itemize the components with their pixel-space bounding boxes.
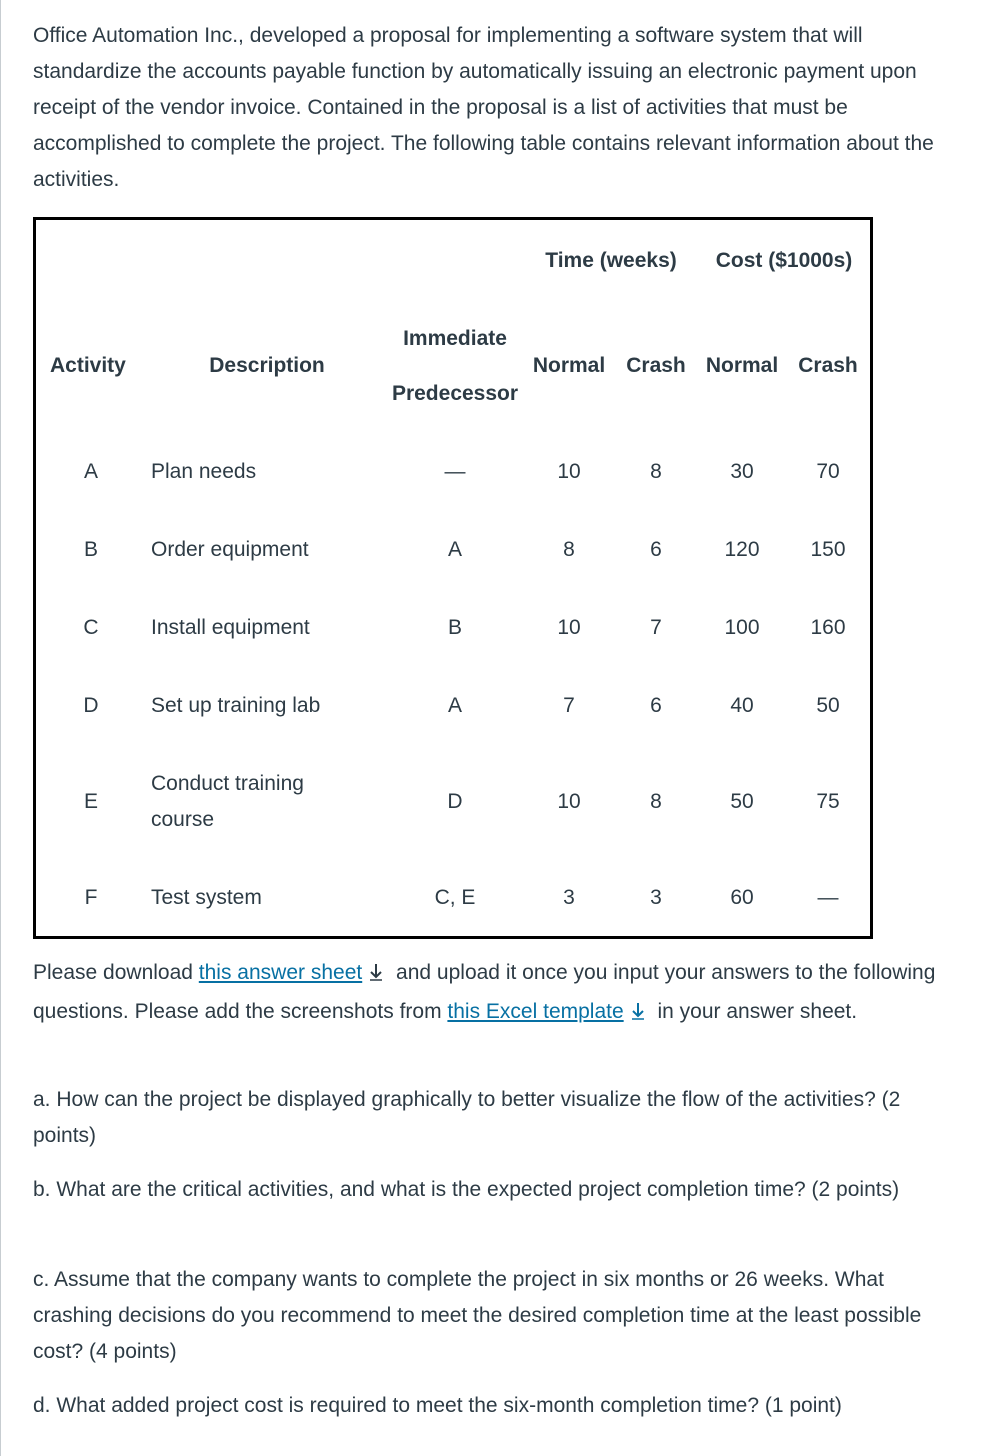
- header-time-crash: Crash: [626, 354, 686, 377]
- header-cost-crash: Crash: [798, 354, 858, 377]
- table-cell-predecessor: A: [447, 694, 463, 717]
- table-cell-cost-normal: 120: [724, 538, 760, 561]
- table-cell-time-crash: 7: [650, 616, 662, 639]
- table-cell-description-line2: course: [151, 808, 215, 831]
- table-cell-predecessor: D: [447, 790, 463, 813]
- table-cell-cost-normal: 100: [724, 616, 760, 639]
- table-cell-cost-crash: 160: [810, 616, 846, 639]
- table-cell-cost-crash: 150: [810, 538, 846, 561]
- table-cell-cost-normal: 40: [730, 694, 754, 717]
- excel-template-link[interactable]: this Excel template: [447, 1000, 624, 1023]
- table-cell-time-crash: 8: [650, 460, 662, 483]
- table-cell-description: Test system: [151, 886, 262, 909]
- problem-text: [33, 18, 963, 198]
- instructions-paragraph: [33, 955, 963, 1033]
- table-cell-activity: C: [83, 616, 99, 639]
- instructions-text-1: Please download: [33, 961, 199, 984]
- activity-table: [33, 217, 873, 939]
- table-cell-cost-normal: 30: [730, 460, 754, 483]
- header-immediate: Immediate: [403, 327, 507, 350]
- table-cell-time-normal: 10: [557, 460, 581, 483]
- header-description: Description: [209, 354, 325, 377]
- table-cell-activity: F: [84, 886, 98, 909]
- table-cell-predecessor: B: [447, 616, 463, 639]
- table-cell-time-crash: 8: [650, 790, 662, 813]
- table-cell-description: Plan needs: [151, 460, 257, 483]
- table-cell-time-normal: 10: [557, 616, 581, 639]
- page-left-border: [0, 0, 1, 1456]
- instructions-text-3: in your answer sheet.: [651, 1000, 858, 1023]
- intro-paragraph: Office Automation Inc., developed a proposal for implementing a software system that will standardize the accounts payable function by automatically issuing an electronic payment upon receipt of the vendor invoice. Contained in the proposal is a list of activities that must be accomplished to complete the project. The following table contains relevant information about the activities.: [33, 24, 934, 191]
- header-time-normal: Normal: [532, 354, 606, 377]
- table-cell-description: Order equipment: [151, 538, 309, 561]
- table-cell-description: Conduct training: [151, 772, 304, 795]
- download-arrow-icon[interactable]: [630, 997, 646, 1033]
- question-c: c. Assume that the company wants to complete the project in six months or 26 weeks. What crashing decisions do you recommend to meet the desired completion time at the least possible cost? (4 points): [33, 1268, 922, 1363]
- table-cell-predecessor: C, E: [434, 886, 476, 909]
- header-cost: Cost ($1000s): [715, 249, 853, 272]
- table-cell-predecessor: —: [444, 460, 466, 483]
- table-cell-activity: D: [83, 694, 99, 717]
- table-cell-activity: B: [83, 538, 99, 561]
- table-cell-time-normal: 3: [563, 886, 575, 909]
- question-b: b. What are the critical activities, and what is the expected project completion time? (2 points): [33, 1178, 900, 1201]
- download-arrow-icon[interactable]: [368, 958, 384, 994]
- table-cell-description: Install equipment: [151, 616, 310, 639]
- table-cell-activity: E: [83, 790, 99, 813]
- header-predecessor: Predecessor: [391, 382, 519, 405]
- table-cell-cost-crash: 50: [816, 694, 840, 717]
- table-cell-time-crash: 6: [650, 694, 662, 717]
- question-d: d. What added project cost is required to meet the six-month completion time? (1 point): [33, 1394, 842, 1417]
- table-cell-time-normal: 8: [563, 538, 575, 561]
- table-cell-time-normal: 7: [563, 694, 575, 717]
- table-cell-time-normal: 10: [557, 790, 581, 813]
- header-activity: Activity: [50, 354, 126, 377]
- table-cell-cost-normal: 60: [730, 886, 754, 909]
- table-cell-cost-normal: 50: [730, 790, 754, 813]
- table-cell-time-crash: 6: [650, 538, 662, 561]
- header-time-weeks: Time (weeks): [545, 249, 677, 272]
- table-cell-description: Set up training lab: [151, 694, 321, 717]
- table-cell-time-crash: 3: [650, 886, 662, 909]
- header-cost-normal: Normal: [705, 354, 779, 377]
- table-cell-cost-crash: 75: [816, 790, 840, 813]
- instructions-text-2: and upload it once you input your answers to the following questions. Please add the screenshots from: [33, 961, 936, 1023]
- table-cell-cost-crash: —: [817, 886, 839, 909]
- table-cell-activity: A: [83, 460, 99, 483]
- question-a: a. How can the project be displayed graphically to better visualize the flow of the activities? (2 points): [33, 1088, 901, 1147]
- answer-sheet-link[interactable]: this answer sheet: [198, 961, 363, 984]
- table-cell-predecessor: A: [447, 538, 463, 561]
- table-cell-cost-crash: 70: [816, 460, 840, 483]
